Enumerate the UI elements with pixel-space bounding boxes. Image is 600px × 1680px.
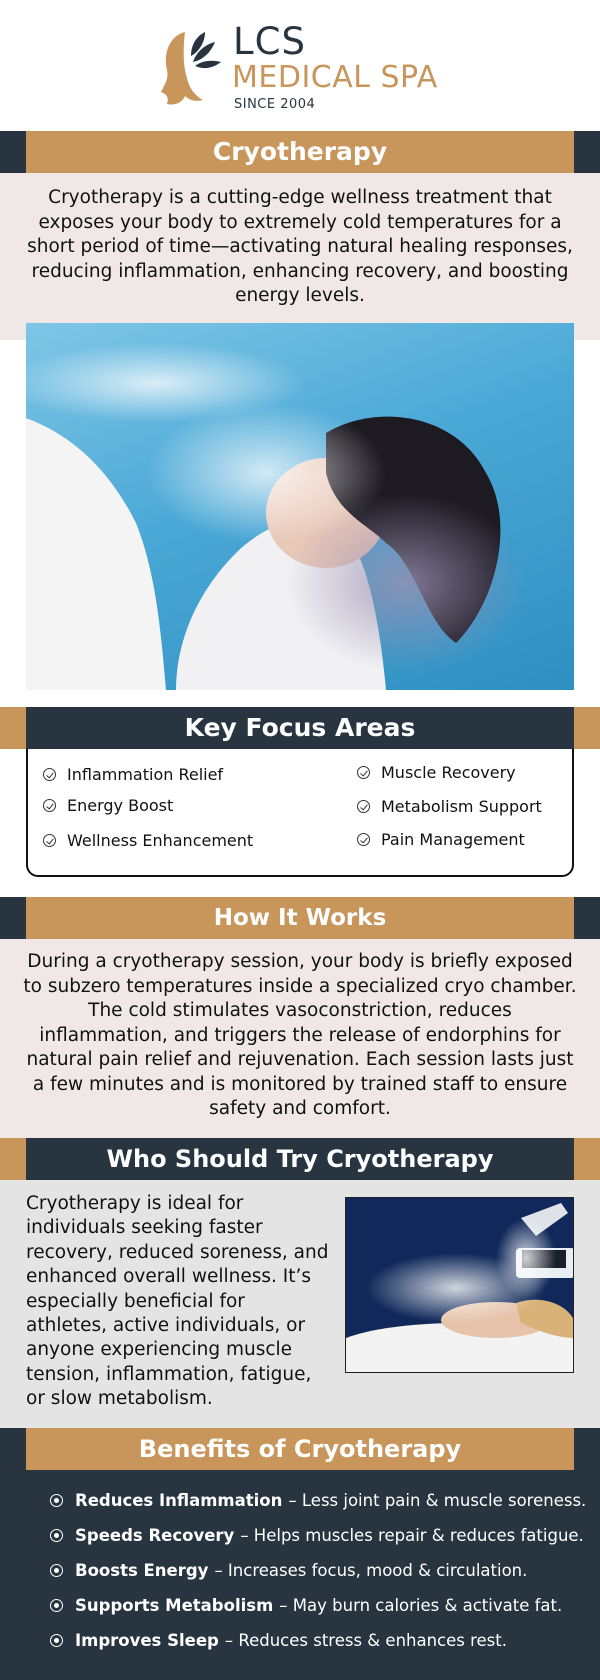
facial-cryo-image (345, 1197, 574, 1373)
check-circle-icon (43, 799, 56, 812)
focus-item (43, 765, 223, 784)
woman-profile-leaf-icon (155, 26, 225, 112)
check-circle-icon (357, 833, 370, 846)
bullet-icon (50, 1494, 63, 1507)
focus-item-label: Inflammation Relief (67, 765, 224, 784)
benefit-label: Supports Metabolism (75, 1596, 274, 1615)
focus-item-label: Wellness Enhancement (67, 831, 254, 850)
benefits-title: Benefits of Cryotherapy (26, 1428, 574, 1470)
how-title: How It Works (26, 897, 574, 939)
how-text: During a cryotherapy session, your body is briefly exposed to subzero temperatures inside a specialized cryo chamber. The cold stimulates vasoconstriction, reduces inflammation, and triggers the release of endorphins for natural pain relief and rejuvenation. Each session lasts just a few minutes and is monitored by trained staff to ensure safety and comfort. (23, 951, 577, 1119)
intro-title: Cryotherapy (26, 131, 574, 173)
who-text: Cryotherapy is ideal for individuals seeking faster recovery, reduced soreness, and enhanced overall wellness. It’s especially beneficial for athletes, active individuals, or anyone experiencing muscle tension, inflammation, fatigue, or slow metabolism. (26, 1193, 329, 1410)
focus-item-label: Pain Management (381, 830, 525, 849)
benefit-desc: – Helps muscles repair & reduces fatigue. (240, 1526, 584, 1545)
focus-title: Key Focus Areas (26, 707, 574, 749)
benefit-desc: – Reduces stress & enhances rest. (224, 1631, 507, 1650)
bullet-icon (50, 1564, 63, 1577)
benefit-desc: – Increases focus, mood & circulation. (214, 1561, 528, 1580)
benefit-desc: – Less joint pain & muscle soreness. (288, 1491, 587, 1510)
check-circle-icon (43, 834, 56, 847)
focus-item (357, 797, 542, 816)
logo-subtitle: MEDICAL SPA (232, 60, 438, 95)
focus-item (43, 831, 253, 850)
bullet-icon (50, 1599, 63, 1612)
benefit-item (50, 1561, 527, 1580)
bullet-icon (50, 1529, 63, 1542)
focus-item-label: Energy Boost (67, 796, 174, 815)
focus-item-label: Metabolism Support (381, 797, 542, 816)
focus-item (43, 796, 173, 815)
benefit-label: Speeds Recovery (75, 1526, 235, 1545)
intro-text: Cryotherapy is a cutting-edge wellness treatment that exposes your body to extremely cold temperatures for a short period of time—activating natural healing responses, reducing inflammation, enhancing recovery, and boosting energy levels. (27, 187, 573, 306)
benefit-item (50, 1631, 507, 1650)
benefit-item (50, 1491, 586, 1510)
benefit-desc: – May burn calories & activate fat. (279, 1596, 563, 1615)
check-circle-icon (357, 766, 370, 779)
benefit-item (50, 1596, 562, 1615)
check-circle-icon (43, 768, 56, 781)
logo-brand-name: LCS (233, 20, 306, 63)
benefit-label: Improves Sleep (75, 1631, 219, 1650)
focus-item-label: Muscle Recovery (381, 763, 516, 782)
check-circle-icon (357, 800, 370, 813)
benefit-item (50, 1526, 584, 1545)
header-logo (0, 0, 600, 131)
focus-item (357, 763, 516, 782)
who-title: Who Should Try Cryotherapy (26, 1138, 574, 1180)
hero-image (26, 323, 574, 690)
benefit-label: Boosts Energy (75, 1561, 209, 1580)
logo-since: SINCE 2004 (234, 97, 316, 112)
bullet-icon (50, 1634, 63, 1647)
benefit-label: Reduces Inflammation (75, 1491, 283, 1510)
focus-item (357, 830, 525, 849)
